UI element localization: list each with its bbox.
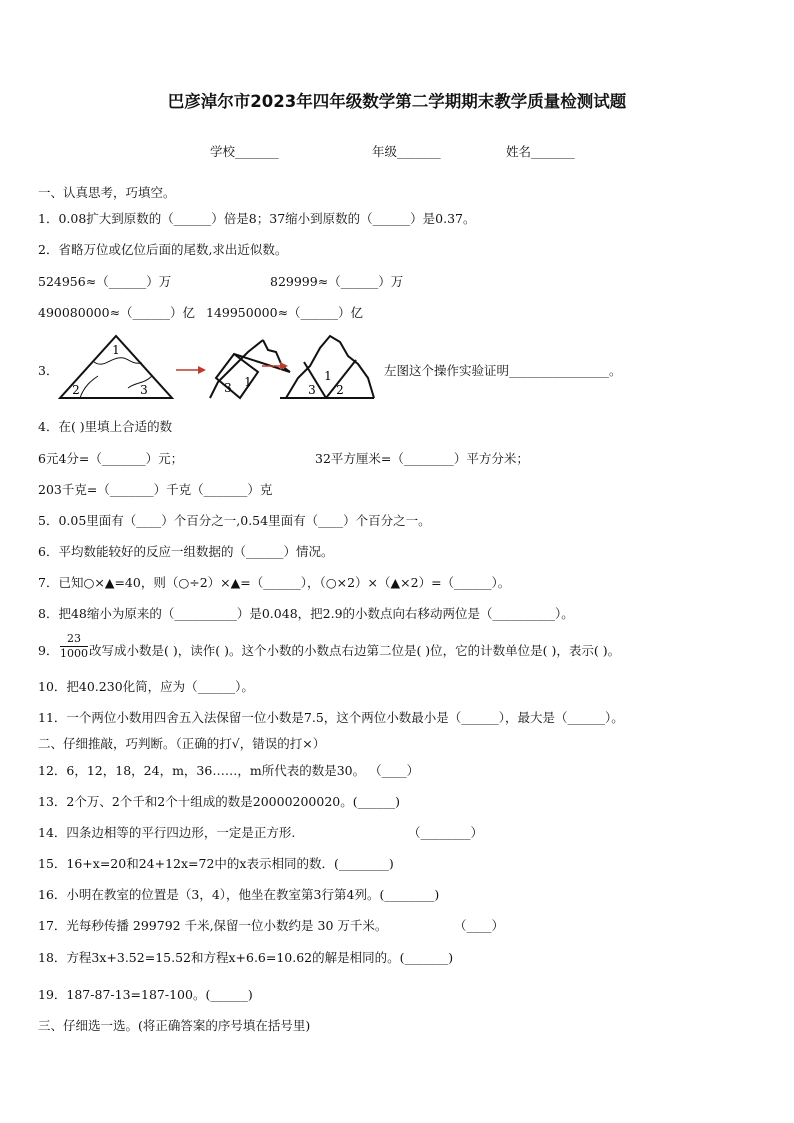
question-9-text: 改写成小数是( )，读作( )。这个小数的小数点右边第二位是( )位，它的计数单位是( )，表示( )。	[89, 643, 621, 658]
triangle-experiment-figure	[58, 332, 378, 400]
angle-label-fold-3: 3	[224, 381, 232, 395]
arrow-icon	[176, 366, 206, 374]
question-19: 19．187-87-13=187-100。(______)	[38, 987, 253, 1002]
question-17: 17．光每秒传播 299792 千米,保留一位小数约是 30 万千米。	[38, 918, 388, 933]
question-1: 1．0.08扩大到原数的（______）倍是8；37缩小到原数的（______）是0.37。	[38, 211, 476, 226]
angle-label-join-3: 3	[308, 383, 316, 397]
question-15: 15．16+x=20和24+12x=72中的x表示相同的数．(________)	[38, 856, 394, 871]
angle-label-join-2: 2	[336, 383, 344, 397]
question-5: 5．0.05里面有（____）个百分之一,0.54里面有（____）个百分之一。	[38, 513, 431, 528]
question-4b: 32平方厘米=（________）平方分米；	[315, 451, 529, 466]
question-14-blank: （________）	[408, 825, 484, 840]
triangle-angles-joined	[280, 336, 374, 398]
page-title: 巴彦淖尔市2023年四年级数学第二学期期末教学质量检测试题	[167, 92, 627, 111]
question-11: 11．一个两位小数用四舍五入法保留一位小数是7.5，这个两位小数最小是（______），最大是（______）。	[38, 710, 624, 725]
question-2b: 829999≈（______）万	[270, 274, 404, 289]
section-2-heading: 二、仔细推敲，巧判断。（正确的打√，错误的打×）	[38, 736, 326, 751]
question-8: 8．把48缩小为原来的（__________）是0.048，把2.9的小数点向右移动两位是（__________）。	[38, 606, 574, 621]
question-16: 16．小明在教室的位置是（3，4），他坐在教室第3行第4列。(________)	[38, 887, 440, 902]
question-4c: 203千克=（_______）千克（_______）克	[38, 482, 273, 497]
question-18: 18．方程3x+3.52=15.52和方程x+6.6=10.62的解是相同的。(_______)	[38, 950, 454, 965]
section-1-heading: 一、认真思考，巧填空。	[38, 185, 176, 200]
question-12: 12．6，12，18，24，m，36……，m所代表的数是30。 （____）	[38, 763, 420, 778]
fraction-numerator: 23	[67, 632, 81, 645]
school-field: 学校_______	[210, 144, 279, 159]
grade-field: 年级_______	[372, 144, 441, 159]
question-3-number: 3．	[38, 363, 59, 378]
question-2a: 524956≈（______）万	[38, 274, 172, 289]
question-14: 14．四条边相等的平行四边形，一定是正方形.	[38, 825, 296, 840]
section-3-heading: 三、仔细选一选。(将正确答案的序号填在括号里)	[38, 1018, 311, 1033]
question-6: 6．平均数能较好的反应一组数据的（______）情况。	[38, 544, 334, 559]
angle-label-join-1: 1	[324, 369, 332, 383]
question-4a: 6元4分=（_______）元；	[38, 451, 184, 466]
question-3-text: 左图这个操作实验证明________________。	[384, 363, 622, 378]
name-field: 姓名_______	[506, 144, 575, 159]
question-4: 4．在( )里填上合适的数	[38, 419, 173, 434]
angle-label-fold-1: 1	[244, 375, 252, 389]
question-2c: 490080000≈（______）亿	[38, 305, 196, 320]
angle-label-3: 3	[140, 383, 148, 397]
triangle-folding	[210, 340, 290, 398]
question-17-blank: （____）	[454, 918, 505, 933]
question-2d: 149950000≈（______）亿	[206, 305, 364, 320]
question-10: 10．把40.230化简，应为（______）。	[38, 679, 254, 694]
fraction-denominator: 1000	[60, 647, 88, 660]
angle-label-2: 2	[72, 383, 80, 397]
question-7: 7．已知○×▲=40，则（○÷2）×▲=（______），（○×2）×（▲×2）=（______）。	[38, 575, 511, 590]
angle-label-1: 1	[112, 343, 120, 357]
fraction	[60, 632, 88, 661]
question-13: 13．2个万、2个千和2个十组成的数是20000200020。(______)	[38, 794, 401, 809]
question-2: 2．省略万位或亿位后面的尾数,求出近似数。	[38, 242, 288, 257]
question-9-number: 9．	[38, 643, 59, 658]
